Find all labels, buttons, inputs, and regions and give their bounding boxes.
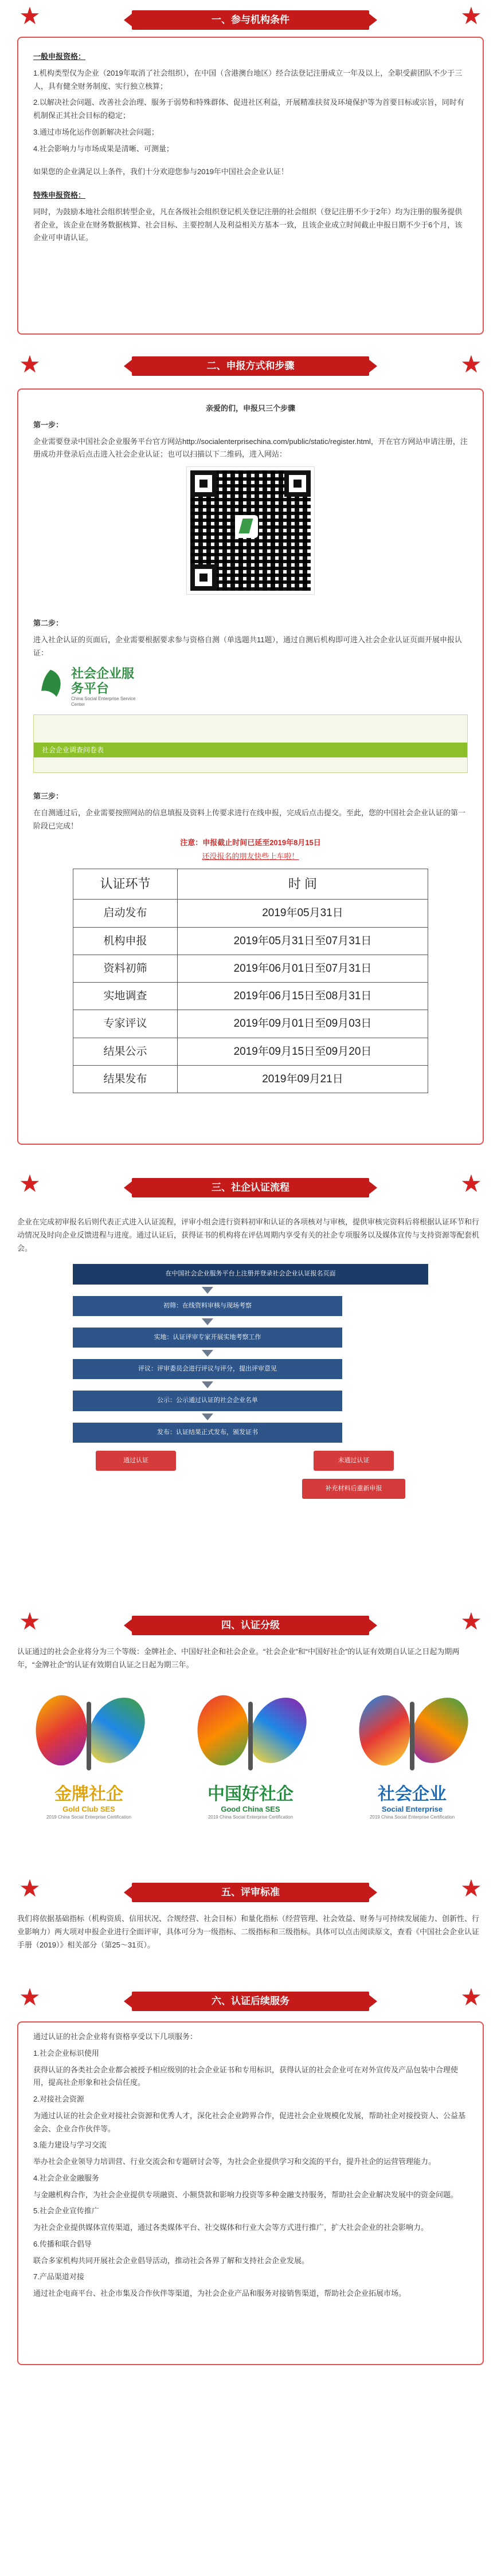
list-item: 3.能力建设与学习交流	[33, 2141, 107, 2150]
table-row	[73, 1010, 428, 1038]
grade-note: 2019 China Social Enterprise Certification	[369, 1815, 455, 1820]
flow-fail: 未通过认证	[314, 1451, 394, 1471]
section-body	[17, 1208, 484, 1605]
table-row	[73, 1065, 428, 1093]
grade-note: 2019 China Social Enterprise Certification	[208, 1815, 293, 1820]
section-header	[17, 343, 484, 388]
flow-retry-row	[73, 1479, 428, 1499]
section-header	[17, 0, 484, 37]
flow-top-step: 在中国社会企业服务平台上注册并登录社会企业认证报名页面	[73, 1264, 428, 1284]
arrow-down-icon	[202, 1381, 213, 1388]
section-box	[17, 37, 484, 335]
star-icon: ★	[19, 1608, 41, 1635]
list-item: 举办社会企业领导力培训营、行业交流会和专题研讨会等，为社会企业提供学习和交流的平台，提升社企的运营管理能力。	[33, 2157, 436, 2166]
platform-logo	[33, 663, 159, 709]
subheading: 特殊申报资格：	[33, 191, 86, 199]
paragraph: 通过认证的社会企业将有资格享受以下几项服务：	[33, 2032, 198, 2041]
flow-step: 实地：认证评审专家开展实地考察工作	[73, 1328, 342, 1348]
section-header	[17, 1981, 484, 2021]
list-item: 通过社企电商平台、社企市集及合作伙伴等渠道，为社会企业产品和服务对接销售渠道，帮助社会企业拓展市场。	[33, 2289, 406, 2298]
table-row	[73, 1038, 428, 1065]
leaf-icon	[33, 667, 68, 702]
butterfly-icon	[193, 1690, 308, 1782]
qr-code	[187, 467, 314, 594]
table-cell: 2019年09月01日至09月03日	[177, 1010, 428, 1038]
grade-en: Social Enterprise	[381, 1805, 443, 1813]
star-icon: ★	[460, 1170, 482, 1197]
butterfly-icon	[32, 1690, 146, 1782]
paragraph: 在自测通过后，企业需要按照网站的信息填报及资料上传要求进行在线申报，完成后点击提交。至此，您的中国社会企业认证的第一阶段已完成！	[33, 808, 466, 830]
table-header: 时 间	[177, 869, 428, 900]
logo-subtext: China Social Enterprise Service Center	[71, 696, 136, 708]
grade-gold	[17, 1690, 161, 1862]
logo-text: 社会企业服务平台	[71, 666, 135, 696]
table-cell: 实地调查	[73, 983, 178, 1010]
section-title: 三、社企认证流程	[132, 1178, 369, 1197]
list-item: 1.社会企业标识使用	[33, 2048, 99, 2057]
arrow-down-icon	[202, 1318, 213, 1325]
paragraph: 认证通过的社会企业将分为三个等级：金牌社企、中国好社企和社会企业。“社会企业”和“中国好社企”的认证有效期自认证之日起为期两年，“金牌社企”的认证有效期自认证之日起为期三年。	[17, 1647, 460, 1669]
table-cell: 2019年09月21日	[177, 1065, 428, 1093]
star-icon: ★	[460, 2, 482, 29]
flow-step: 初筛：在线资料审核与现场考察	[73, 1296, 342, 1316]
paragraph: 4.社会影响力与市场成果是清晰、可测量；	[33, 144, 174, 153]
table-cell: 2019年05月31日至07月31日	[177, 927, 428, 955]
paragraph: 我们将依据基础指标（机构资质、信用状况、合规经营、社会目标）和量化指标（经营管理、社会效益、财务与可持续发展能力、创新性、行业影响力）两大项对申报企业进行全面评审，具体可分为一级指标、二级指标和三级指标。具体可以点击阅读原文，查看《中国社会企业认证手册（2019）》相关部分（第25～31页）。	[17, 1914, 480, 1949]
section-header	[17, 1168, 484, 1208]
table-header: 认证环节	[73, 869, 178, 900]
list-item: 4.社会企业金融服务	[33, 2173, 99, 2182]
paragraph: 进入社企认证的页面后，企业需要根据要求参与资格自测（单选题共11题），通过自测后机构即可进入社会企业认证页面开展申报认证：	[33, 635, 462, 657]
step-label: 第三步：	[33, 792, 64, 801]
survey-banner	[33, 714, 468, 773]
table-row	[73, 955, 428, 982]
star-icon: ★	[19, 1984, 41, 2010]
table-row	[73, 927, 428, 955]
section-header	[17, 1605, 484, 1646]
table-header-row	[73, 869, 428, 900]
notice-text: 注意：申报截止时间已延至2019年8月15日	[180, 838, 321, 847]
list-item: 7.产品渠道对接	[33, 2272, 84, 2282]
section-body	[17, 1913, 484, 1981]
star-icon: ★	[460, 351, 482, 378]
star-icon: ★	[19, 1170, 41, 1197]
step-label: 第一步：	[33, 420, 64, 429]
paragraph: 2.以解决社会问题、改善社会治理、服务于弱势和特殊群体、促进社区利益，开展精准扶贫及环境保护等为首要目标或宗旨，同时有机制保正其社会目标的稳定；	[33, 98, 464, 120]
section-box	[17, 388, 484, 1145]
step-label: 第二步：	[33, 619, 64, 627]
table-cell: 结果发布	[73, 1065, 178, 1093]
section-title: 二、申报方式和步骤	[132, 356, 369, 376]
section-title: 五、评审标准	[132, 1883, 369, 1902]
section-title: 一、参与机构条件	[132, 10, 369, 30]
schedule-table	[73, 869, 428, 1093]
flow-retry: 补充材料后重新申报	[302, 1479, 405, 1499]
paragraph: 1.机构类型仅为企业（2019年取消了社会组织），在中国（含港澳台地区）经合法登记注册成立一年及以上，全职受薪团队不少于三人，具有健全财务制度、实行独立核算；	[33, 68, 463, 91]
grade-en: Good China SES	[221, 1805, 280, 1813]
arrow-down-icon	[202, 1413, 213, 1420]
subheading: 一般申报资格：	[33, 52, 86, 61]
grade-name: 中国好社企	[208, 1785, 293, 1804]
butterfly-icon	[355, 1690, 469, 1782]
flow-pass: 通过认证	[96, 1451, 176, 1471]
flow-step: 评议：评审委员会进行评议与评分，提出评审意见	[73, 1359, 342, 1379]
star-icon: ★	[19, 351, 41, 378]
table-cell: 2019年06月01日至07月31日	[177, 955, 428, 982]
grade-se	[340, 1690, 484, 1862]
grade-name: 社会企业	[378, 1785, 447, 1804]
paragraph: 同时，为鼓励本地社会组织转型企业，凡在各级社会组织登记机关登记注册的社会组织（登记注册不少于2年）均为注册的服务提供者企业，该企业在财务数据核算、社会目标、主要控制人及利益相关方基本一致，且该企业成立时间截止申报日期不少于6个月，该企业可申请认证。	[33, 207, 463, 242]
list-item: 获得认证的各类社会企业都会被授予相应级别的社会企业证书和专用标识，获得认证的社会企业可在对外宣传及产品包装中合理使用，提高社企形象和社会信任度。	[33, 2065, 459, 2087]
star-icon: ★	[460, 1608, 482, 1635]
grade-note: 2019 China Social Enterprise Certification	[46, 1815, 132, 1820]
notice-text: 还没报名的朋友快些上车啦！	[202, 851, 299, 861]
grade-good	[179, 1690, 322, 1862]
star-icon: ★	[460, 1875, 482, 1902]
table-cell: 结果公示	[73, 1038, 178, 1065]
qr-logo-icon	[235, 515, 258, 538]
section-title: 六、认证后续服务	[132, 1992, 369, 2011]
arrow-down-icon	[202, 1287, 213, 1294]
paragraph: 3.通过市场化运作创新解决社会问题；	[33, 127, 159, 136]
table-cell: 2019年06月15日至08月31日	[177, 983, 428, 1010]
list-item: 与金融机构合作，为社会企业提供专项融资、小额贷款和影响力投资等多种金融支持服务，帮助社会企业解决发展中的资金问题。	[33, 2190, 459, 2199]
survey-banner-text: 社会企业调查问卷表	[34, 743, 467, 757]
table-row	[73, 900, 428, 927]
flow-result-row	[73, 1451, 428, 1471]
list-item: 2.对接社会资源	[33, 2095, 84, 2103]
table-cell: 启动发布	[73, 900, 178, 927]
paragraph: 企业在完成初审报名后则代表正式进入认证流程，评审小组会进行资料初审和认证的各项核对与审核，提供审核完资料后将根据认证环节和行动情况及时向企业反馈进程与进度。通过认证后，获得证书的机构将在评估周期内享受有关的社企专项服务以及媒体宣传与支持资源等配套机会。	[17, 1218, 480, 1252]
flow-step: 发布：认证结果正式发布，颁发证书	[73, 1423, 342, 1443]
table-row	[73, 983, 428, 1010]
grade-list	[17, 1690, 484, 1862]
process-flowchart	[73, 1264, 428, 1499]
paragraph: 如果您的企业满足以上条件，我们十分欢迎您参与2019年中国社会企业认证！	[33, 167, 288, 176]
intro-text: 亲爱的们，申报只三个步骤	[205, 404, 295, 413]
table-cell: 机构申报	[73, 927, 178, 955]
list-item: 联合多家机构共同开展社会企业倡导活动，推动社会各界了解和支持社会企业发展。	[33, 2256, 310, 2265]
section-header	[17, 1872, 484, 1913]
list-item: 为社会企业提供媒体宣传渠道，通过各类媒体平台、社交媒体和行业大会等方式进行推广，扩大社会企业的社会影响力。	[33, 2223, 429, 2232]
list-item: 为通过认证的社会企业对接社会资源和优秀人才，深化社会企业跨界合作，促进社会企业规模化发展，帮助社企对接投资人、公益基金会、企业合作伙伴等。	[33, 2111, 466, 2133]
star-icon: ★	[460, 1984, 482, 2010]
grade-name: 金牌社企	[54, 1785, 123, 1804]
table-cell: 专家评议	[73, 1010, 178, 1038]
section-body	[17, 1646, 484, 1680]
table-cell: 资料初筛	[73, 955, 178, 982]
flow-step: 公示：公示通过认证的社会企业名单	[73, 1391, 342, 1411]
list-item: 6.传播和联合倡导	[33, 2239, 92, 2248]
section-box	[17, 2021, 484, 2365]
star-icon: ★	[19, 1875, 41, 1902]
table-cell: 2019年05月31日	[177, 900, 428, 927]
list-item: 5.社会企业宣传推广	[33, 2206, 99, 2216]
section-title: 四、认证分级	[132, 1616, 369, 1635]
grade-en: Gold Club SES	[62, 1805, 115, 1813]
star-icon: ★	[19, 2, 41, 29]
arrow-down-icon	[202, 1350, 213, 1357]
table-cell: 2019年09月15日至09月20日	[177, 1038, 428, 1065]
paragraph: 企业需要登录中国社会企业服务平台官方网站http://socialenterprisechina.com/public/static/register.html，开在官方网站申请注册，注册成功并登录后点击进入社会企业认证；也可以扫描以下二维码，进入网站：	[33, 437, 468, 459]
